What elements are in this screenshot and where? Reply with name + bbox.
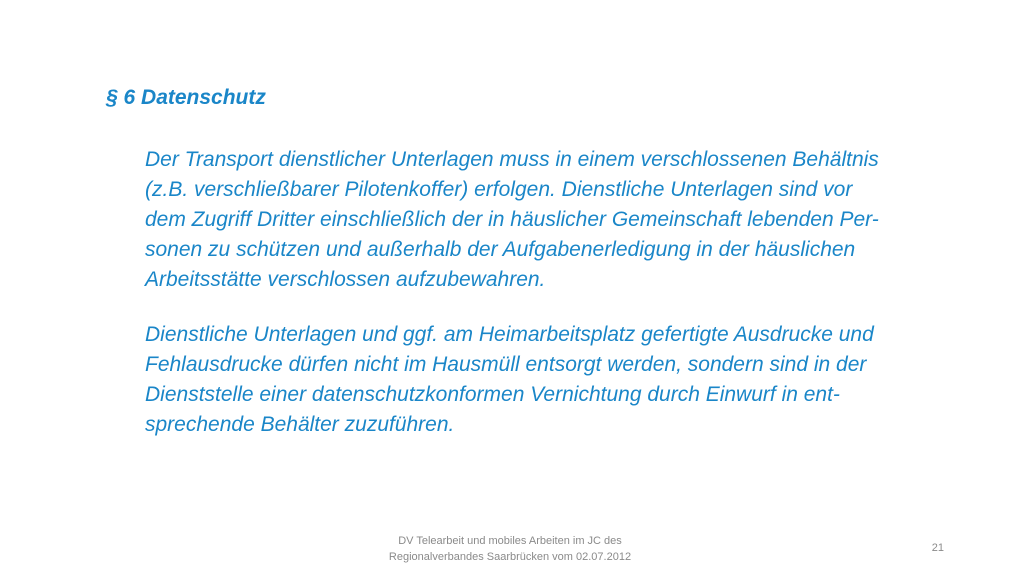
section-heading: § 6 Datenschutz [106,86,266,109]
footer-line: Regionalverbandes Saarbrücken vom 02.07.2012 [388,551,632,563]
footer-line: DV Telearbeit und mobiles Arbeiten im JC des [398,535,622,547]
paragraph-transport [145,145,985,295]
paragraph-line: sonen zu schützen und außerhalb der Aufgabenerledigung in der häuslichen [145,238,856,261]
paragraph-line: Arbeitsstätte verschlossen aufzubewahren. [145,268,546,291]
page-number: 21 [931,542,944,554]
paragraph-line: Fehlausdrucke dürfen nicht im Hausmüll entsorgt werden, sondern sind in der [145,353,867,376]
paragraph-line: dem Zugriff Dritter einschließlich der in häuslicher Gemeinschaft lebenden Per- [145,208,879,231]
paragraph-line: Dienstliche Unterlagen und ggf. am Heimarbeitsplatz gefertigte Ausdrucke und [145,323,874,346]
paragraph-line: sprechende Behälter zuzuführen. [145,413,455,436]
paragraph-line: Dienststelle einer datenschutzkonformen Vernichtung durch Einwurf in ent- [145,383,840,406]
paragraph-line: Der Transport dienstlicher Unterlagen muss in einem verschlossenen Behältnis [145,148,879,171]
footer-caption [330,533,690,565]
paragraph-disposal [145,320,985,440]
paragraph-line: (z.B. verschließbarer Pilotenkoffer) erfolgen. Dienstliche Unterlagen sind vor [145,178,853,201]
